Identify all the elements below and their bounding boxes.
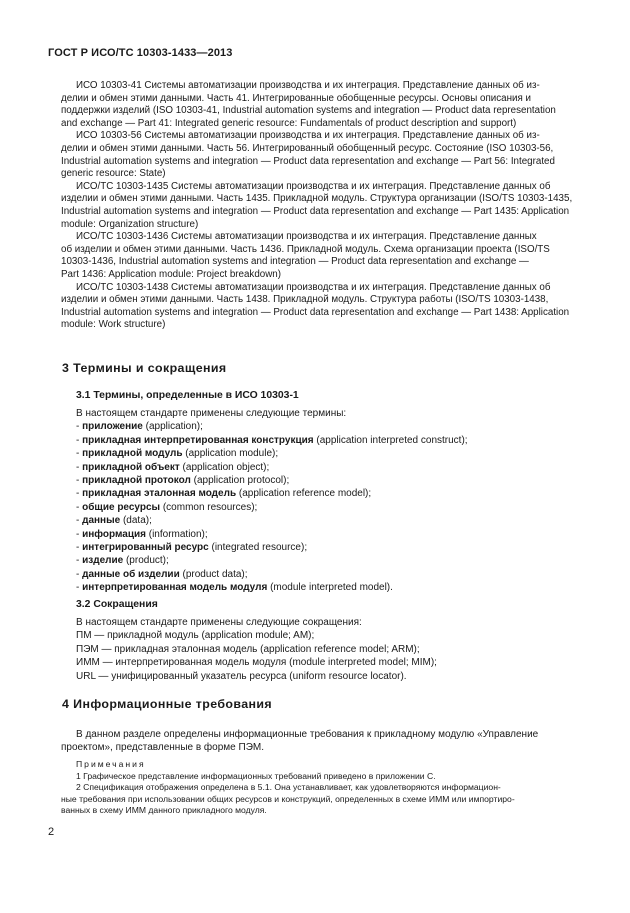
note-line: ные требования при использовании общих ресурсов и конструкций, определенных в схеме ИММ или импортиро- <box>61 793 515 804</box>
term-item: - интерпретированная модель модуля (module interpreted model). <box>76 582 393 594</box>
abbreviation-item: ПМ — прикладной модуль (application module; AM); <box>76 630 315 642</box>
reference-iso-10303-41 <box>61 80 579 130</box>
reference-line: изделии и обмен этими данными. Часть 1435. Прикладной модуль. Структура организации (ISO/TS 10303-1435, <box>61 193 573 205</box>
reference-line: and exchange — Part 41: Integrated generic resource: Fundamentals of product description and support) <box>61 117 517 129</box>
reference-line: делии и обмен этими данными. Часть 41. Интегрированные обобщенные ресурсы. Основы описания и <box>61 92 531 104</box>
subsection-3-1-heading: 3.1 Термины, определенные в ИСО 10303-1 <box>76 390 299 401</box>
reference-line: 10303-1436, Industrial automation systems and integration — Product data representation and exchange — <box>61 256 529 268</box>
notes-title: Примечания <box>76 759 146 769</box>
reference-iso-ts-10303-1438 <box>61 282 579 332</box>
term-item: - данные (data); <box>76 515 152 527</box>
abbreviation-item: URL — унифицированный указатель ресурса (uniform resource locator). <box>76 670 407 682</box>
reference-line: ИСО/ТС 10303-1435 Системы автоматизации производства и их интеграция. Представление данных об <box>76 180 551 192</box>
reference-line: изделии и обмен этими данными. Часть 1438. Прикладной модуль. Структура работы (ISO/TS 10303-1438, <box>61 294 549 306</box>
reference-line: делии и обмен этими данными. Часть 56. Интегрированный обобщенный ресурс. Состояние (ISO 10303-56, <box>61 142 554 154</box>
term-item: - прикладная интерпретированная конструкция (application interpreted construct); <box>76 434 468 446</box>
term-name: данные об изделии <box>82 568 180 580</box>
reference-line: module: Work structure) <box>61 319 166 331</box>
term-name: прикладной протокол <box>82 475 191 487</box>
term-item: - приложение (application); <box>76 421 203 433</box>
reference-line: ИСО/ТС 10303-1438 Системы автоматизации производства и их интеграция. Представление данных об <box>76 281 551 293</box>
term-name: информация <box>82 528 146 540</box>
normative-references <box>61 80 579 332</box>
term-name: изделие <box>82 555 124 567</box>
term-item: - прикладной протокол (application protocol); <box>76 475 290 487</box>
term-name: прикладной объект <box>82 461 180 473</box>
reference-line: об изделии и обмен этими данными. Часть 1436. Прикладной модуль. Схема организации проекта (ISO/TS <box>61 243 550 255</box>
term-item: - общие ресурсы (common resources); <box>76 501 258 513</box>
reference-line: поддержки изделий (ISO 10303-41, Industrial automation systems and integration — Product data representation <box>61 105 556 117</box>
section-4-heading: 4 Информационные требования <box>62 697 273 711</box>
term-item: - изделие (product); <box>76 555 169 567</box>
reference-line: Industrial automation systems and integration — Product data representation and exchange — Part 56: Integrated <box>61 155 555 167</box>
term-name: прикладной модуль <box>82 448 183 460</box>
terms-intro: В настоящем стандарте применены следующие термины: <box>76 408 347 419</box>
term-item: - интегрированный ресурс (integrated resource); <box>76 542 308 554</box>
note-line: 1 Графическое представление информационных требований приведено в приложении С. <box>76 770 436 781</box>
page-header: ГОСТ Р ИСО/ТС 10303-1433—2013 <box>48 47 233 59</box>
reference-iso-ts-10303-1435 <box>61 181 579 231</box>
term-name: прикладная эталонная модель <box>82 488 237 500</box>
abbreviation-item: ИММ — интерпретированная модель модуля (module interpreted model; MIM); <box>76 657 437 669</box>
term-name: прикладная интерпретированная конструкция <box>82 434 314 446</box>
term-name: данные <box>82 515 121 527</box>
reference-line: generic resource: State) <box>61 168 166 180</box>
abbreviation-item: ПЭМ — прикладная эталонная модель (application reference model; ARM); <box>76 643 420 655</box>
term-item: - информация (information); <box>76 528 208 540</box>
paragraph-line: проектом», представленные в форме ПЭМ. <box>61 742 264 754</box>
term-name: общие ресурсы <box>82 501 161 513</box>
note-line: 2 Спецификация отображения определена в 5.1. Она устанавливает, как удовлетворяются информацион- <box>76 782 501 793</box>
reference-line: module: Organization structure) <box>61 218 199 230</box>
term-name: интерпретированная модель модуля <box>82 582 268 594</box>
reference-line: Industrial automation systems and integration — Product data representation and exchange — Part 1435: Application <box>61 205 570 217</box>
reference-line: ИСО 10303-41 Системы автоматизации производства и их интеграция. Представление данных об из- <box>76 80 540 91</box>
abbreviations-list <box>76 616 437 683</box>
subsection-3-2-heading: 3.2 Сокращения <box>76 599 158 610</box>
page-number: 2 <box>48 826 55 838</box>
reference-iso-10303-56 <box>61 130 579 180</box>
terms-list <box>76 407 468 595</box>
term-name: интегрированный ресурс <box>82 542 209 554</box>
reference-line: Industrial automation systems and integration — Product data representation and exchange — Part 1438: Application <box>61 306 570 318</box>
notes-block <box>61 759 579 817</box>
section-4-paragraph <box>61 728 579 755</box>
term-name: приложение <box>82 421 143 433</box>
reference-line: ИСО/ТС 10303-1436 Системы автоматизации производства и их интеграция. Представление данных <box>76 231 537 243</box>
paragraph-line: В данном разделе определены информационные требования к прикладному модулю «Управление <box>76 729 539 740</box>
reference-line: ИСО 10303-56 Системы автоматизации производства и их интеграция. Представление данных об из- <box>76 130 540 142</box>
abbreviations-intro: В настоящем стандарте применены следующие сокращения: <box>76 617 362 628</box>
term-item: - данные об изделии (product data); <box>76 568 248 580</box>
section-3-heading: 3 Термины и сокращения <box>62 361 227 375</box>
reference-iso-ts-10303-1436 <box>61 231 579 281</box>
term-item: - прикладной объект (application object); <box>76 461 270 473</box>
term-item: - прикладная эталонная модель (application reference model); <box>76 488 372 500</box>
reference-line: Part 1436: Application module: Project breakdown) <box>61 268 282 280</box>
term-item: - прикладной модуль (application module); <box>76 448 279 460</box>
note-line: ванных в схему ИММ данного прикладного модуля. <box>61 805 267 816</box>
